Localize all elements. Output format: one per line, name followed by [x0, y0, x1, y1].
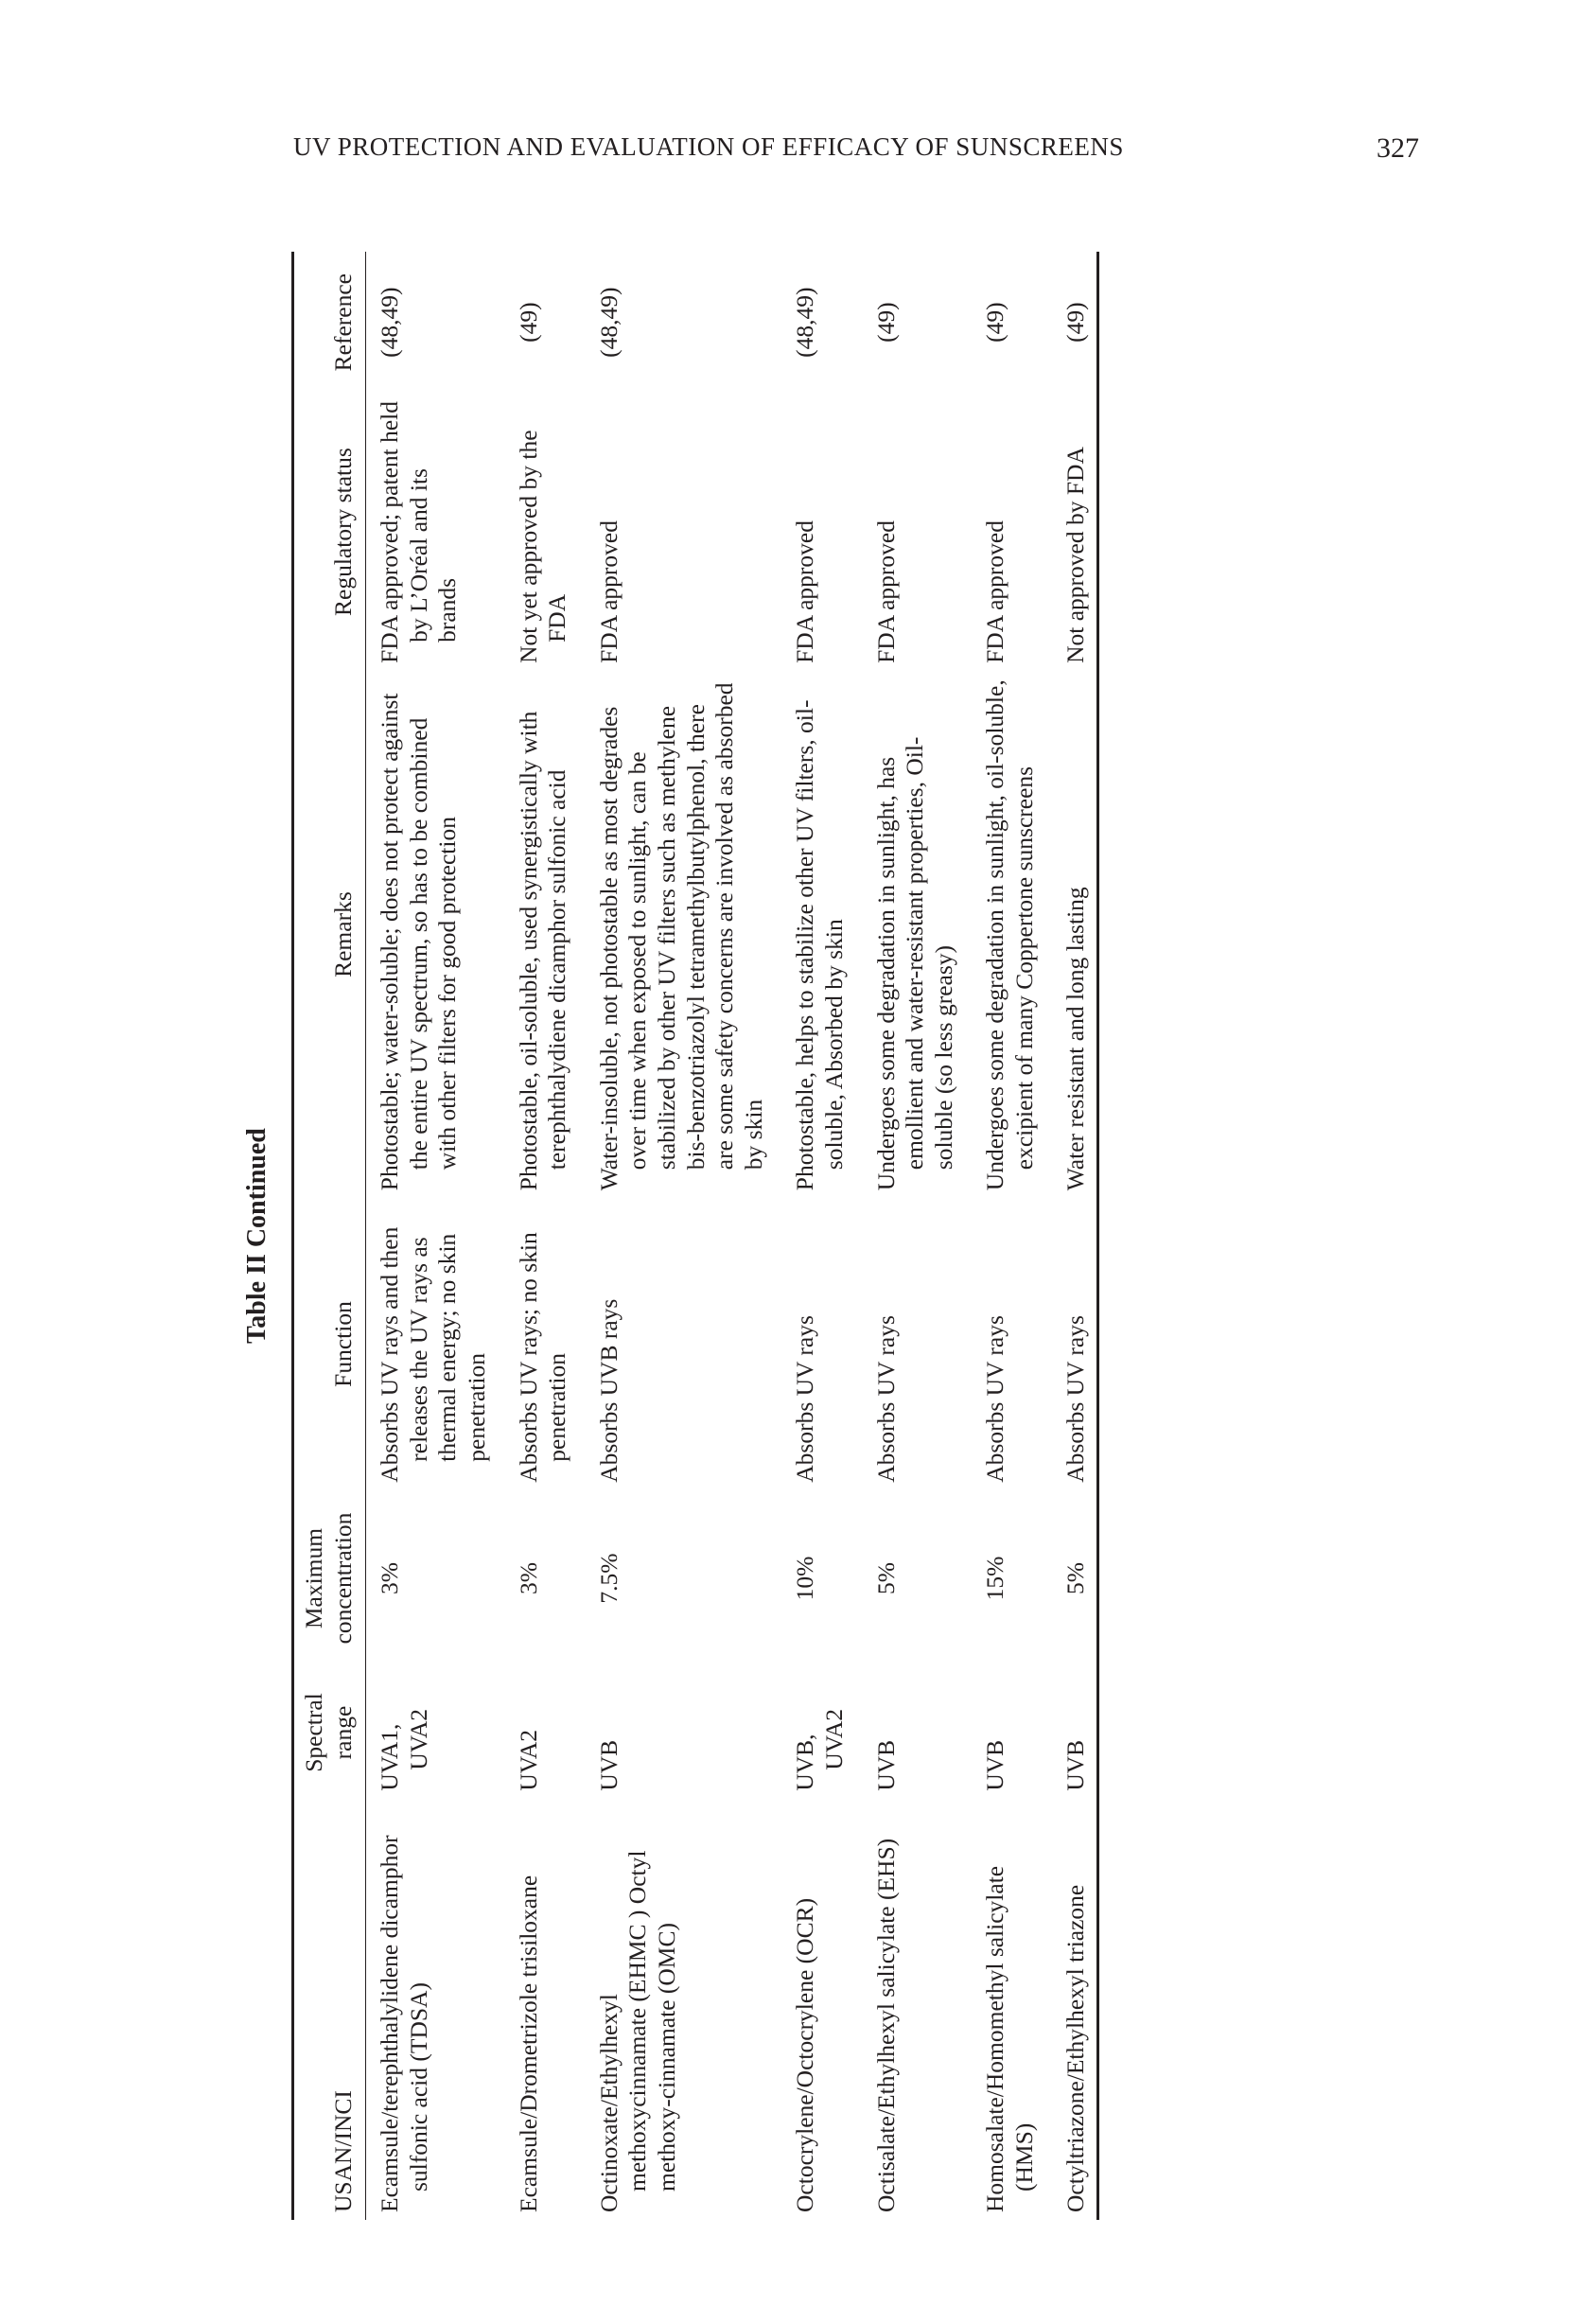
cell-usan: Ecamsule/Drometrizole trisiloxane	[514, 1875, 542, 2212]
cell-function: Absorbs UV rays and then releases the UV rays as thermal energy; no skin penetration	[376, 1226, 490, 1483]
table-row	[1052, 252, 1097, 2220]
header-spectral-line1: Spectral	[300, 1693, 327, 1772]
cell-usan: Octocrylene/Octocrylene (OCR)	[791, 1897, 819, 2212]
cell-usan: Octisalate/Ethylhexyl salicylate (EHS)	[871, 1838, 900, 2212]
cell-reference: (48,49)	[791, 287, 819, 358]
cell-max-concentration: 3%	[514, 1562, 542, 1595]
table-row	[863, 252, 973, 2220]
cell-reference: (48,49)	[594, 287, 623, 358]
header-max-line1: Maximum	[300, 1527, 327, 1629]
sunscreen-table	[291, 252, 1099, 2220]
running-title: UV PROTECTION AND EVALUATION OF EFFICACY OF SUNSCREENS	[293, 132, 1124, 161]
cell-function: Absorbs UV rays	[871, 1315, 900, 1483]
cell-reference: (49)	[871, 302, 900, 343]
header-max-concentration	[293, 1490, 366, 1667]
cell-regulatory-status: FDA approved	[791, 520, 819, 663]
cell-remarks: Photostable; water-soluble; does not protect against the entire UV spectrum, so has to be combined with other filters for good protection	[376, 693, 462, 1191]
cell-remarks: Water-insoluble, not photostable as most degrades over time when exposed to sunlight, can be stabilized by other UV filters such as methylene bis-benzotriazolyl tetramethylbutylphenol, there are some safety concerns are involved as absorbed by skin	[594, 682, 767, 1191]
header-spectral-line2: range	[328, 1705, 357, 1760]
cell-regulatory-status: Not approved by FDA	[1061, 447, 1090, 663]
cell-function: Absorbs UV rays	[791, 1315, 819, 1483]
table-row	[586, 252, 782, 2220]
cell-spectral-range: UVB	[871, 1739, 900, 1791]
cell-reference: (49)	[514, 302, 542, 343]
cell-remarks: Photostable, oil-soluble, used synergistically with terephthalydiene dicamphor sulfonic acid	[514, 711, 571, 1191]
cell-remarks: Photostable, helps to stabilize other UV filters, oil-soluble, Absorbed by skin	[791, 699, 848, 1191]
cell-regulatory-status: FDA approved	[594, 520, 623, 663]
header-max-line2: concentration	[328, 1512, 357, 1645]
cell-max-concentration: 15%	[981, 1556, 1009, 1601]
cell-reference: (49)	[1052, 252, 1097, 393]
cell-usan: Homosalate/Homomethyl salicylate (HMS)	[981, 1865, 1038, 2212]
table-body	[366, 252, 1098, 2220]
cell-max-concentration: 5%	[871, 1562, 900, 1595]
cell-function: Absorbs UV rays	[981, 1315, 1009, 1483]
page-number: 327	[1377, 132, 1419, 164]
cell-max-concentration: 5%	[1052, 1490, 1097, 1667]
rotated-table-block	[242, 252, 1368, 2220]
cell-regulatory-status: FDA approved; patent held by L’Oréal and its brands	[376, 401, 462, 663]
cell-function: Absorbs UVB rays	[594, 1298, 623, 1483]
cell-function: Absorbs UV rays; no skin penetration	[514, 1232, 571, 1483]
header-row	[293, 252, 366, 2220]
running-head	[0, 132, 1596, 170]
table-caption: Table II Continued	[242, 1128, 272, 1344]
table-row	[781, 252, 862, 2220]
cell-spectral-range: UVA1, UVA2	[376, 1708, 432, 1791]
cell-spectral-range: UVB, UVA2	[791, 1708, 848, 1791]
cell-remarks: Undergoes some degradation in sunlight, oil-soluble, excipient of many Coppertone sunscreens	[981, 679, 1038, 1191]
cell-reference: (48,49)	[376, 287, 404, 358]
cell-spectral-range: UVB	[1061, 1739, 1090, 1791]
cell-usan: Octinoxate/Ethylhexyl methoxycinnamate (EHMC ) Octyl methoxy-cinnamate (OMC)	[594, 1850, 680, 2212]
header-usan: USAN/INCI	[293, 1799, 366, 2220]
header-reference: Reference	[293, 252, 366, 393]
header-remarks: Remarks	[293, 671, 366, 1198]
cell-regulatory-status: FDA approved	[871, 520, 900, 663]
cell-max-concentration: 10%	[791, 1556, 819, 1601]
cell-usan: Octyltriazone/Ethylhexyl triazone	[1061, 1884, 1090, 2212]
cell-regulatory-status: FDA approved	[981, 520, 1009, 663]
cell-regulatory-status: Not yet approved by the FDA	[514, 430, 571, 663]
cell-remarks: Undergoes some degradation in sunlight, has emollient and water-resistant properties, Oil-soluble (so less greasy)	[871, 736, 957, 1191]
cell-function: Absorbs UV rays	[1061, 1315, 1090, 1483]
cell-spectral-range: UVA2	[514, 1729, 542, 1791]
cell-spectral-range: UVB	[981, 1739, 1009, 1791]
cell-max-concentration: 7.5%	[594, 1553, 623, 1604]
header-spectral-range	[293, 1666, 366, 1798]
header-regulatory-status: Regulatory status	[293, 393, 366, 671]
table-header	[293, 252, 366, 2220]
table-row	[972, 252, 1052, 2220]
cell-remarks: Water resistant and long lasting	[1061, 887, 1090, 1191]
cell-spectral-range: UVB	[594, 1739, 623, 1791]
header-function: Function	[293, 1198, 366, 1490]
table-row	[505, 252, 586, 2220]
cell-max-concentration: 3%	[376, 1562, 404, 1595]
cell-reference: (49)	[981, 302, 1009, 343]
cell-usan: Ecamsule/terephthalylidene dicamphor sulfonic acid (TDSA)	[376, 1835, 432, 2212]
table-row	[366, 252, 505, 2220]
